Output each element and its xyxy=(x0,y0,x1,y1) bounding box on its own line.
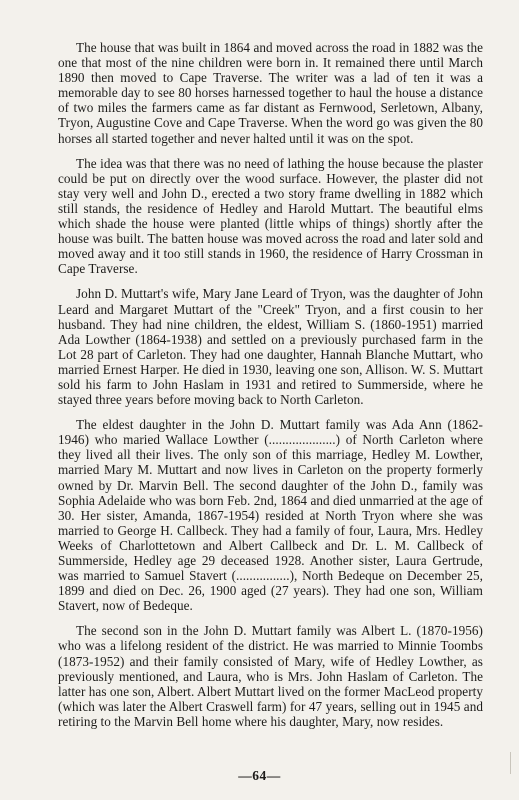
paragraph-frame-dwelling: The idea was that there was no need of lathing the house because the plaster could be put on directly over the wood surface. However, the plaster did not stay very well and John D., erected a two story frame dwelling in 1882 which still stands, the residence of Hedley and Harold Muttart. The beautiful elms which shade the house were planted (little whips of things) shortly after the house was built. The batten house was moved across the road and later sold and moved away and it too still stands in 1960, the residence of Harry Crossman in Cape Traverse. xyxy=(58,155,483,277)
paragraph-eldest-daughter: The eldest daughter in the John D. Muttart family was Ada Ann (1862-1946) who maried Wallace Lowther (....................) of North Carleton where they lived all their lives. The only son of this marriage, Hedley M. Lowther, married Mary M. Muttart and now lives in Carleton on the property formerly owned by Dr. Marvin Bell. The second daughter of the John D., family was Sophia Adelaide who was born Feb. 2nd, 1864 and died unmarried at the age of 30. Her sister, Amanda, 1867-1954) resided at North Tryon where she was married to George H. Callbeck. They had a family of four, Laura, Mrs. Hedley Weeks of Charlottetown and Albert Callbeck and Dr. L. M. Callbeck of Summerside, Hedley age 29 deceased 1928. Another sister, Laura Gertrude, was married to Samuel Stavert (................), North Bedeque on December 25, 1899 and died on Dec. 26, 1900 aged (27 years). They had one son, William Stavert, now of Bedeque. xyxy=(58,417,483,614)
margin-show-through xyxy=(510,752,517,774)
page-number: —64— xyxy=(238,768,281,783)
paragraph-house-moving: The house that was built in 1864 and moved across the road in 1882 was the one that most of the nine children were born in. It remained there until March 1890 then moved to Cape Traverse. The writer was a lad of ten it was a memorable day to see 80 horses harnessed together to haul the house a distance of two miles the farmers came as far distant as Fernwood, Serletown, Albany, Tryon, Augustine Cove and Cape Traverse. When the word go was given the 80 horses all started together and never halted until it was on the spot. xyxy=(58,40,483,146)
paragraph-mary-jane-leard: John D. Muttart's wife, Mary Jane Leard of Tryon, was the daughter of John Leard and Margaret Muttart of the "Creek" Tryon, and a first cousin to her husband. They had nine children, the eldest, William S. (1860-1951) married Ada Lowther (1864-1938) and settled on a previously purchased farm in the Lot 28 part of Carleton. They had one daughter, Hannah Blanche Muttart, who married Ernest Harper. He died in 1930, leaving one son, Allison. W. S. Muttart sold his farm to John Haslam in 1931 and retired to Summerside, where he stayed three years before moving back to North Carleton. xyxy=(58,286,483,408)
paragraph-second-son: The second son in the John D. Muttart family was Albert L. (1870-1956) who was a lifelong resident of the district. He was married to Minnie Toombs (1873-1952) and their family consisted of Mary, wife of Hedley Lowther, as previously mentioned, and Laura, who is Mrs. John Haslam of Carleton. The latter has one son, Albert. Albert Muttart lived on the former MacLeod property (which was later the Albert Craswell farm) for 47 years, selling out in 1945 and retiring to the Marvin Bell home where his daughter, Mary, now resides. xyxy=(58,623,483,729)
